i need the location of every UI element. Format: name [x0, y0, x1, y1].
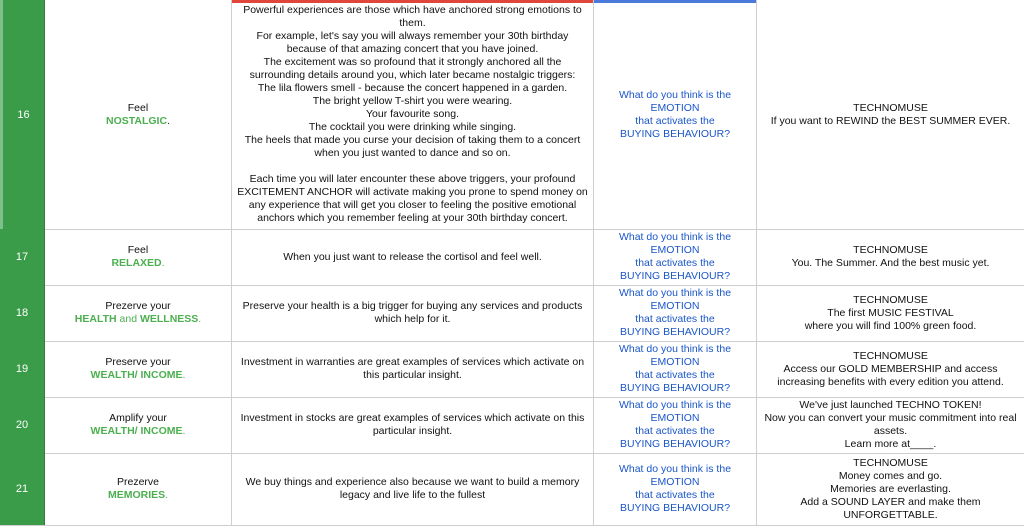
explanation-cell[interactable]	[232, 397, 594, 453]
keyword-suffix: .	[167, 114, 170, 127]
cell-text-line: increasing benefits with every edition you attend.	[777, 375, 1004, 388]
cell-text-line: that activates the	[635, 257, 715, 269]
example-cell[interactable]	[757, 285, 1024, 341]
cell-text-line: Now you can convert your music commitment into real	[764, 412, 1017, 424]
cell-text-line: EMOTION	[650, 244, 700, 256]
cell-text-line: anchors which you remember feeling at your 30th birthday concert.	[257, 212, 568, 224]
cell-text-line: BUYING BEHAVIOUR?	[619, 270, 731, 282]
cell-text-line: EMOTION	[650, 412, 700, 424]
cell-text-line: What do you think is the	[618, 463, 732, 475]
cell-text-line: Investment in warranties are great examples of services which activate on	[240, 356, 585, 368]
cell-text-line: Preserve your health is a big trigger for buying any services and products	[242, 300, 583, 312]
cell-text-line: BUYING BEHAVIOUR?	[619, 382, 731, 394]
cell-text-line: TECHNOMUSE	[853, 456, 928, 469]
cell-text-line: We buy things and experience also because we want to build a memory	[245, 476, 580, 488]
row-number[interactable]: 17	[0, 229, 45, 285]
cell-text-line: The cocktail you were drinking while singing.	[308, 121, 517, 133]
cell-text-line: When you just want to release the cortisol and feel well.	[283, 250, 542, 263]
example-cell[interactable]	[757, 341, 1024, 397]
cell-text-line: The heels that made you curse your decision of taking them to a concert	[244, 134, 581, 146]
cell-text-line: We've just launched TECHNO TOKEN!	[799, 399, 982, 411]
cell-text-line: You. The Summer. And the best music yet.	[791, 257, 990, 269]
example-cell[interactable]	[757, 0, 1024, 229]
emotion-keyword-line	[91, 369, 186, 382]
cell-text-line: Add a SOUND LAYER and make them	[800, 495, 981, 508]
question-cell[interactable]	[594, 453, 757, 525]
table-row	[0, 0, 1024, 230]
cell-text-line: Investment in stocks are great examples of services which activate on this	[240, 412, 585, 424]
cell-text-line: BUYING BEHAVIOUR?	[619, 127, 731, 140]
cell-text-line: EXCITEMENT ANCHOR will activate making you prone to spend money on	[237, 186, 588, 198]
cell-text-line: Your favourite song.	[365, 108, 459, 120]
row-number[interactable]: 19	[0, 341, 45, 397]
emotion-keyword-line	[108, 489, 168, 502]
cell-text-line: For example, let's say you will always remember your 30th birthday	[256, 30, 569, 42]
question-cell[interactable]	[594, 285, 757, 341]
cell-text-line: What do you think is the	[618, 287, 732, 299]
emotion-verb: Feel	[127, 101, 149, 114]
row-number[interactable]: 20	[0, 397, 45, 453]
table-row	[0, 453, 1024, 526]
emotion-verb: Prezerve your	[105, 300, 171, 312]
keyword-suffix: .	[198, 313, 202, 325]
question-cell[interactable]	[594, 0, 757, 229]
emotion-keyword: RELAXED	[111, 257, 162, 269]
cell-text-line: that activates the	[635, 313, 715, 325]
emotion-cell[interactable]	[45, 0, 232, 229]
cell-text-line: If you want to REWIND the BEST SUMMER EVER.	[770, 114, 1011, 127]
example-cell[interactable]	[757, 397, 1024, 453]
cell-text-line: that activates the	[635, 425, 715, 437]
emotion-keyword: MEMORIES	[107, 489, 166, 501]
cell-text-line: that activates the	[635, 369, 715, 381]
cell-text-line: BUYING BEHAVIOUR?	[619, 326, 731, 338]
table-row	[0, 341, 1024, 398]
explanation-cell[interactable]	[232, 453, 594, 525]
cell-text-line: What do you think is the	[618, 343, 732, 355]
emotion-keyword: NOSTALGIC	[106, 114, 168, 127]
explanation-cell[interactable]	[232, 229, 594, 285]
emotion-cell[interactable]	[45, 229, 232, 285]
cell-text-line: TECHNOMUSE	[853, 101, 928, 114]
cell-text-line: What do you think is the	[618, 399, 732, 411]
cell-text-line: legacy and live life to the fullest	[339, 489, 486, 501]
example-cell[interactable]	[757, 453, 1024, 525]
cell-text-line: What do you think is the	[618, 231, 732, 243]
cell-text-line: TECHNOMUSE	[853, 244, 928, 256]
emotion-keyword-line	[91, 425, 186, 438]
emotion-cell[interactable]	[45, 341, 232, 397]
cell-text-line: surrounding details around you, which later became nostalgic triggers:	[249, 69, 576, 81]
cell-text-line: assets.	[873, 425, 908, 437]
keyword-suffix: .	[182, 425, 186, 437]
explanation-cell[interactable]	[232, 285, 594, 341]
cell-text-line: when you just wanted to dance and so on.	[314, 147, 511, 159]
row-number[interactable]: 21	[0, 453, 45, 525]
emotion-keyword: WEALTH/ INCOME	[90, 425, 183, 437]
cell-text-line: because of that amazing concert that you have joined.	[286, 43, 539, 55]
keyword-joiner: and	[116, 313, 140, 325]
cell-text-line: Money comes and go.	[838, 469, 943, 482]
cell-text-line: Access our GOLD MEMBERSHIP and access	[783, 362, 998, 375]
emotion-keyword: WEALTH/ INCOME	[90, 369, 183, 381]
cell-text-line: What do you think is the	[618, 88, 732, 101]
row-number[interactable]: 16	[0, 0, 45, 229]
cell-text-line: Learn more at____.	[844, 438, 937, 450]
emotion-cell[interactable]	[45, 397, 232, 453]
table-row	[0, 285, 1024, 342]
cell-text-line: that activates the	[635, 114, 715, 127]
cell-text-line: them.	[399, 17, 426, 29]
emotion-cell[interactable]	[45, 453, 232, 525]
cell-text-line: Memories are everlasting.	[830, 482, 951, 495]
emotion-keyword: HEALTH	[74, 313, 117, 325]
cell-text-line: TECHNOMUSE	[853, 349, 928, 362]
table-row	[0, 397, 1024, 454]
cell-text-line: TECHNOMUSE	[853, 293, 928, 306]
cell-text-line: The excitement was so profound that it strongly anchored all the	[263, 56, 562, 68]
keyword-suffix: .	[161, 257, 165, 269]
cell-text-line: where you will find 100% green food.	[804, 319, 977, 332]
emotion-verb: Amplify your	[109, 412, 167, 424]
cell-text-line: EMOTION	[650, 300, 700, 312]
question-cell[interactable]	[594, 341, 757, 397]
row-number[interactable]: 18	[0, 285, 45, 341]
cell-text-line: Powerful experiences are those which have anchored strong emotions to	[243, 4, 582, 16]
cell-text-line: EMOTION	[650, 356, 700, 368]
cell-text-line: any experience that will get you closer to feeling the positive emotional	[248, 199, 577, 211]
emotion-verb: Preserve your	[105, 356, 171, 368]
cell-text-line: Each time you will later encounter these above triggers, your profound	[249, 173, 576, 185]
question-cell[interactable]	[594, 229, 757, 285]
explanation-cell[interactable]	[232, 0, 594, 229]
cell-text-line: BUYING BEHAVIOUR?	[619, 438, 731, 450]
explanation-cell[interactable]	[232, 341, 594, 397]
emotion-cell[interactable]	[45, 285, 232, 341]
cell-text-line: EMOTION	[650, 101, 700, 114]
example-cell[interactable]	[757, 229, 1024, 285]
emotion-keyword-line	[111, 257, 164, 270]
cell-text-line: particular insight.	[372, 425, 453, 437]
question-cell[interactable]	[594, 397, 757, 453]
keyword-suffix: .	[165, 489, 169, 501]
emotion-verb: Prezerve	[116, 476, 159, 488]
cell-text-line: which help for it.	[374, 313, 451, 325]
cell-text-line: EMOTION	[650, 476, 700, 488]
cell-text-line: The first MUSIC FESTIVAL	[827, 306, 954, 319]
cell-text-line: this particular insight.	[363, 369, 462, 381]
cell-text-line: The bright yellow T-shirt you were wearing.	[312, 95, 513, 107]
emotion-keyword-line	[106, 115, 170, 128]
cell-text-line	[237, 160, 588, 173]
table-row	[0, 229, 1024, 286]
emotion-verb: Feel	[127, 244, 149, 256]
cell-text-line: BUYING BEHAVIOUR?	[619, 502, 731, 514]
emotion-keyword-line	[75, 313, 201, 326]
emotion-keyword-secondary: WELLNESS	[139, 313, 199, 325]
cell-text-line: that activates the	[635, 489, 715, 501]
keyword-suffix: .	[182, 369, 186, 381]
cell-text-line: The lila flowers smell - because the concert happened in a garden.	[257, 82, 568, 94]
cell-text-line: UNFORGETTABLE.	[843, 508, 938, 521]
